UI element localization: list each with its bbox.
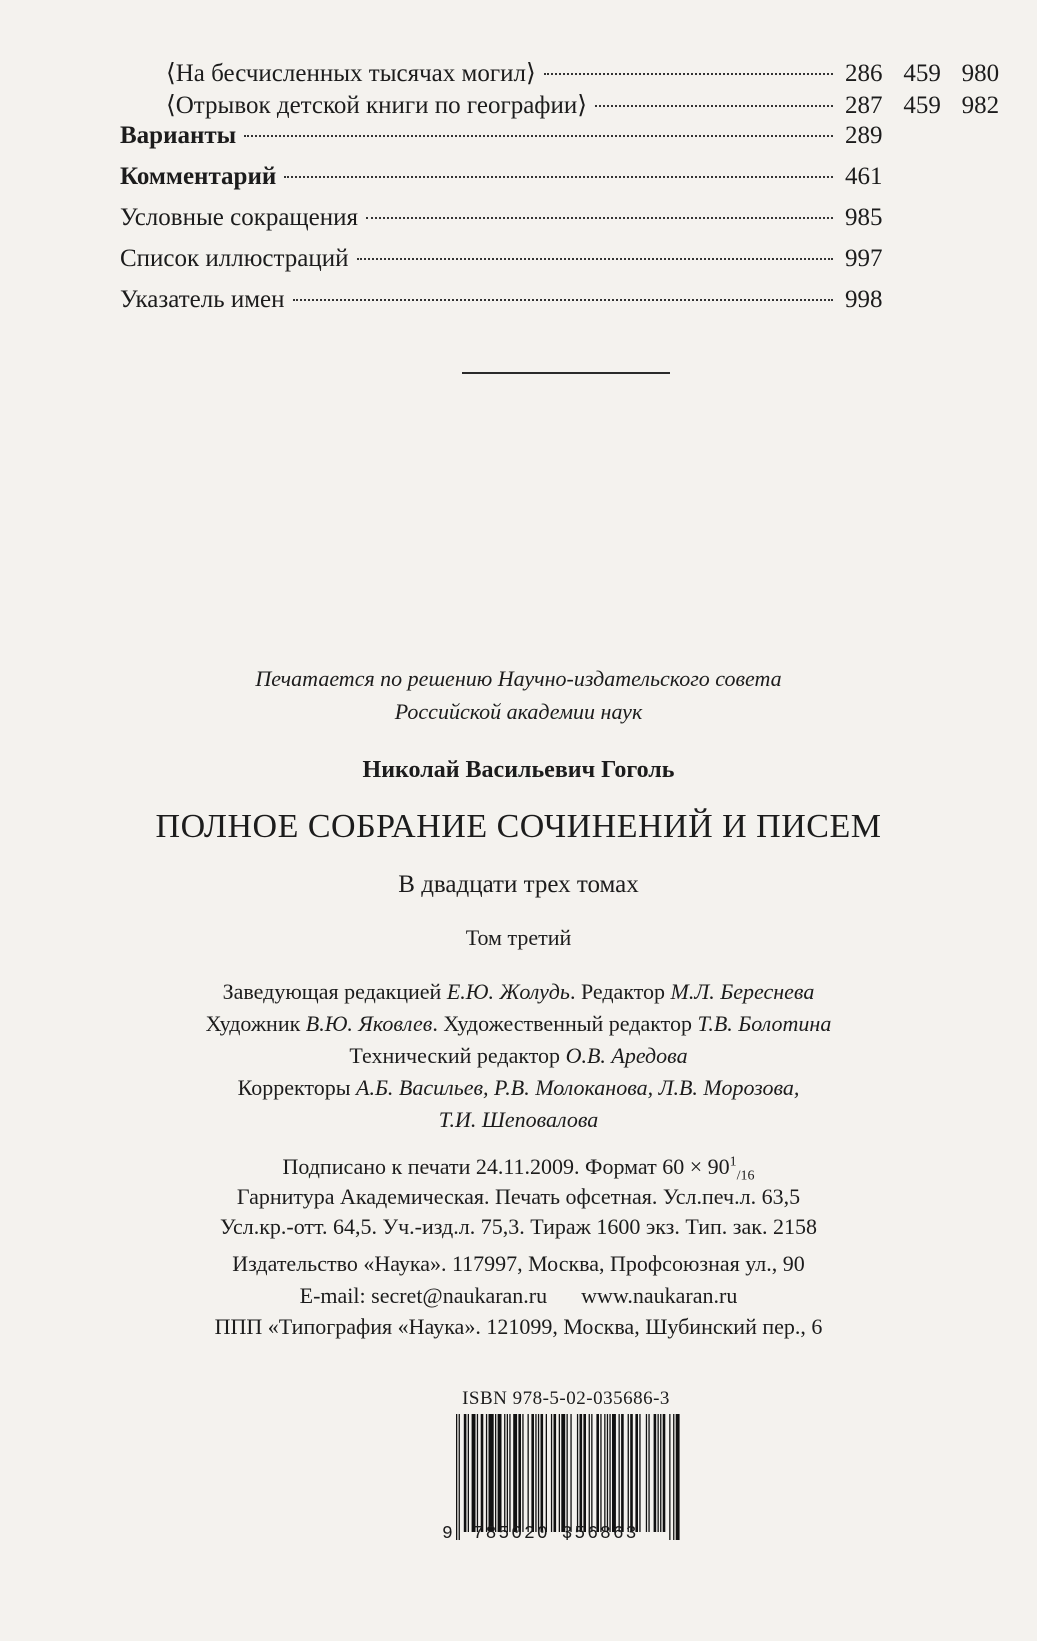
toc-page-numbers bbox=[845, 60, 1020, 88]
toc-page-numbers bbox=[845, 204, 1020, 232]
barcode-bar bbox=[495, 1414, 496, 1532]
toc-title: ⟨На бесчисленных тысячах могил⟩ bbox=[166, 60, 536, 87]
barcode-bar bbox=[628, 1414, 629, 1532]
approval-line-2: Российской академии наук bbox=[394, 699, 643, 724]
credits-line-5: Т.И. Шеповалова bbox=[438, 1107, 599, 1132]
barcode-bar bbox=[604, 1414, 605, 1532]
barcode-bar bbox=[472, 1414, 476, 1532]
barcode-digit-group: 9 bbox=[442, 1524, 455, 1544]
dot-leader bbox=[544, 73, 833, 75]
barcode-bar bbox=[648, 1414, 649, 1532]
credit-name: О.В. Аредова bbox=[565, 1043, 688, 1068]
barcode-bar bbox=[654, 1414, 657, 1532]
barcode-bar bbox=[660, 1414, 661, 1532]
work-subtitle: В двадцати трех томах bbox=[398, 871, 639, 898]
toc-page-number: 997 bbox=[845, 245, 883, 272]
credits-line-1 bbox=[0, 979, 1037, 1005]
credit-name: Е.Ю. Жолудь bbox=[446, 979, 570, 1004]
barcode-digit-group: 785020 bbox=[472, 1524, 550, 1544]
separator-rule bbox=[462, 372, 670, 374]
barcode-bar bbox=[567, 1414, 568, 1540]
toc-title: ⟨Отрывок детской книги по географии⟩ bbox=[166, 92, 588, 119]
barcode-bar bbox=[541, 1414, 544, 1532]
toc-page-numbers bbox=[845, 122, 1020, 150]
toc-row bbox=[120, 90, 1020, 122]
credit-text: . Редактор bbox=[569, 979, 671, 1004]
toc-page-number: 459 bbox=[903, 60, 941, 87]
toc-page-number: 998 bbox=[845, 286, 883, 313]
barcode-bar bbox=[583, 1414, 586, 1532]
author-name: Николай Васильевич Гоголь bbox=[362, 757, 675, 783]
credit-text: . Художественный редактор bbox=[432, 1011, 698, 1036]
typeface-line: Гарнитура Академическая. Печать офсетная. Усл.печ.л. 63,5 bbox=[236, 1184, 801, 1209]
barcode-bar bbox=[619, 1414, 620, 1532]
barcode-bar bbox=[639, 1414, 640, 1532]
barcode-bar bbox=[577, 1414, 578, 1532]
credit-text: Технический редактор bbox=[349, 1043, 566, 1068]
toc-page-numbers bbox=[845, 92, 1020, 120]
dot-leader bbox=[244, 135, 833, 137]
toc-page-number: 461 bbox=[845, 163, 883, 190]
barcode-bar bbox=[635, 1414, 638, 1532]
format-sup: 1 bbox=[729, 1154, 737, 1170]
credit-name: Т.В. Болотина bbox=[697, 1011, 832, 1036]
printer-line: ППП «Типография «Наука». 121099, Москва, Шубинский пер., 6 bbox=[214, 1314, 823, 1339]
credit-text: Художник bbox=[205, 1011, 306, 1036]
dot-leader bbox=[293, 299, 833, 301]
barcode-bar bbox=[468, 1414, 469, 1532]
barcode-bar bbox=[561, 1414, 565, 1532]
toc-page-number: 980 bbox=[961, 60, 1000, 87]
barcode-bar bbox=[509, 1414, 510, 1532]
approval-line-1: Печатается по решению Научно-издательского совета bbox=[255, 666, 782, 691]
table-of-contents bbox=[120, 58, 1020, 327]
barcode-bar bbox=[551, 1414, 552, 1532]
barcode-bar bbox=[513, 1414, 517, 1532]
barcode-bar bbox=[589, 1414, 590, 1532]
barcode-bar bbox=[477, 1414, 478, 1532]
credit-text: Заведующая редакцией bbox=[222, 979, 447, 1004]
barcode-bar bbox=[646, 1414, 647, 1532]
barcode-digits bbox=[442, 1524, 692, 1544]
signed-format-line bbox=[0, 1154, 1037, 1184]
toc-title: Комментарий bbox=[120, 163, 277, 190]
barcode-bar bbox=[456, 1414, 457, 1540]
toc-row bbox=[120, 58, 1020, 90]
barcode-bar bbox=[658, 1414, 659, 1532]
toc-page-number: 287 bbox=[845, 92, 883, 119]
toc-page-number: 982 bbox=[961, 92, 1000, 119]
barcode-bar bbox=[630, 1414, 633, 1532]
credits-line-2 bbox=[0, 1011, 1037, 1037]
barcode-bar bbox=[570, 1414, 571, 1532]
dot-leader bbox=[595, 105, 833, 107]
barcode-bar bbox=[504, 1414, 505, 1532]
toc-page-numbers bbox=[845, 163, 1020, 191]
credits-line-3 bbox=[0, 1043, 1037, 1069]
barcode-bar bbox=[591, 1414, 592, 1532]
toc-page-numbers bbox=[845, 286, 1020, 314]
barcode-bar bbox=[546, 1414, 547, 1532]
dot-leader bbox=[366, 217, 833, 219]
credit-name: В.Ю. Яковлев bbox=[305, 1011, 433, 1036]
barcode-bar bbox=[522, 1414, 523, 1532]
barcode-bar bbox=[486, 1414, 487, 1532]
toc-row bbox=[120, 163, 1020, 204]
credit-text: Корректоры bbox=[237, 1075, 356, 1100]
barcode-bar bbox=[498, 1414, 502, 1532]
dot-leader bbox=[284, 176, 833, 178]
credit-name: М.Л. Береснева bbox=[670, 979, 815, 1004]
toc-page-number: 459 bbox=[903, 92, 941, 119]
dot-leader bbox=[357, 258, 834, 260]
barcode-bar bbox=[596, 1414, 599, 1532]
barcode-bar bbox=[663, 1414, 666, 1532]
toc-row bbox=[120, 122, 1020, 163]
volume-label: Том третий bbox=[465, 925, 572, 950]
isbn-label: ISBN 978-5-02-035686-3 bbox=[462, 1388, 670, 1409]
toc-page-numbers bbox=[845, 245, 1020, 273]
credit-name: А.Б. Васильев, Р.В. Молоканова, Л.В. Морозова, bbox=[356, 1075, 800, 1100]
barcode-bar bbox=[518, 1414, 521, 1532]
toc-title: Указатель имен bbox=[120, 286, 285, 313]
signed-text: Подписано к печати 24.11.2009. Формат 60 × 90 bbox=[282, 1154, 730, 1179]
barcode-bar bbox=[459, 1414, 460, 1540]
barcode-bar bbox=[464, 1414, 467, 1532]
barcode-bar bbox=[621, 1414, 624, 1532]
barcode-bar bbox=[554, 1414, 557, 1532]
barcode-bar bbox=[669, 1414, 670, 1540]
toc-page-number: 985 bbox=[845, 204, 883, 231]
toc-row bbox=[120, 204, 1020, 245]
toc-page-number: 286 bbox=[845, 60, 883, 87]
barcode-bar bbox=[600, 1414, 601, 1532]
barcode-bar bbox=[535, 1414, 536, 1532]
credits-line-4 bbox=[0, 1075, 1037, 1101]
toc-page-number: 289 bbox=[845, 122, 883, 149]
barcode-bar bbox=[528, 1414, 529, 1532]
barcode-digit-group: 356863 bbox=[561, 1524, 639, 1544]
toc-row bbox=[120, 286, 1020, 327]
barcode-bar bbox=[609, 1414, 610, 1532]
work-title: ПОЛНОЕ СОБРАНИЕ СОЧИНЕНИЙ И ПИСЕМ bbox=[155, 808, 882, 845]
website-text: www.naukaran.ru bbox=[581, 1283, 738, 1308]
barcode-bar bbox=[607, 1414, 608, 1532]
barcode-bar bbox=[481, 1414, 484, 1532]
isbn-barcode bbox=[442, 1388, 680, 1544]
barcode-bar bbox=[612, 1414, 616, 1532]
toc-title: Варианты bbox=[120, 122, 237, 149]
publisher-line: Издательство «Наука». 117997, Москва, Профсоюзная ул., 90 bbox=[232, 1251, 805, 1276]
sheets-line: Усл.кр.-отт. 64,5. Уч.-изд.л. 75,3. Тираж 1600 экз. Тип. зак. 2158 bbox=[220, 1214, 817, 1239]
barcode-bar bbox=[559, 1414, 560, 1532]
barcode-bar bbox=[538, 1414, 539, 1532]
toc-title: Список иллюстраций bbox=[120, 245, 349, 272]
barcode-bar bbox=[673, 1414, 674, 1540]
toc-title: Условные сокращения bbox=[120, 204, 359, 231]
barcode-bar bbox=[580, 1414, 583, 1532]
barcode-bar bbox=[489, 1414, 494, 1532]
toc-row bbox=[120, 245, 1020, 286]
email-text: E-mail: secret@naukaran.ru bbox=[299, 1283, 548, 1308]
barcode-bar bbox=[531, 1414, 534, 1532]
format-sub: /16 bbox=[736, 1168, 755, 1184]
contacts-line bbox=[0, 1283, 1037, 1309]
barcode-bar bbox=[507, 1414, 508, 1532]
barcode-bar bbox=[676, 1414, 680, 1540]
barcode-icon bbox=[452, 1414, 680, 1540]
